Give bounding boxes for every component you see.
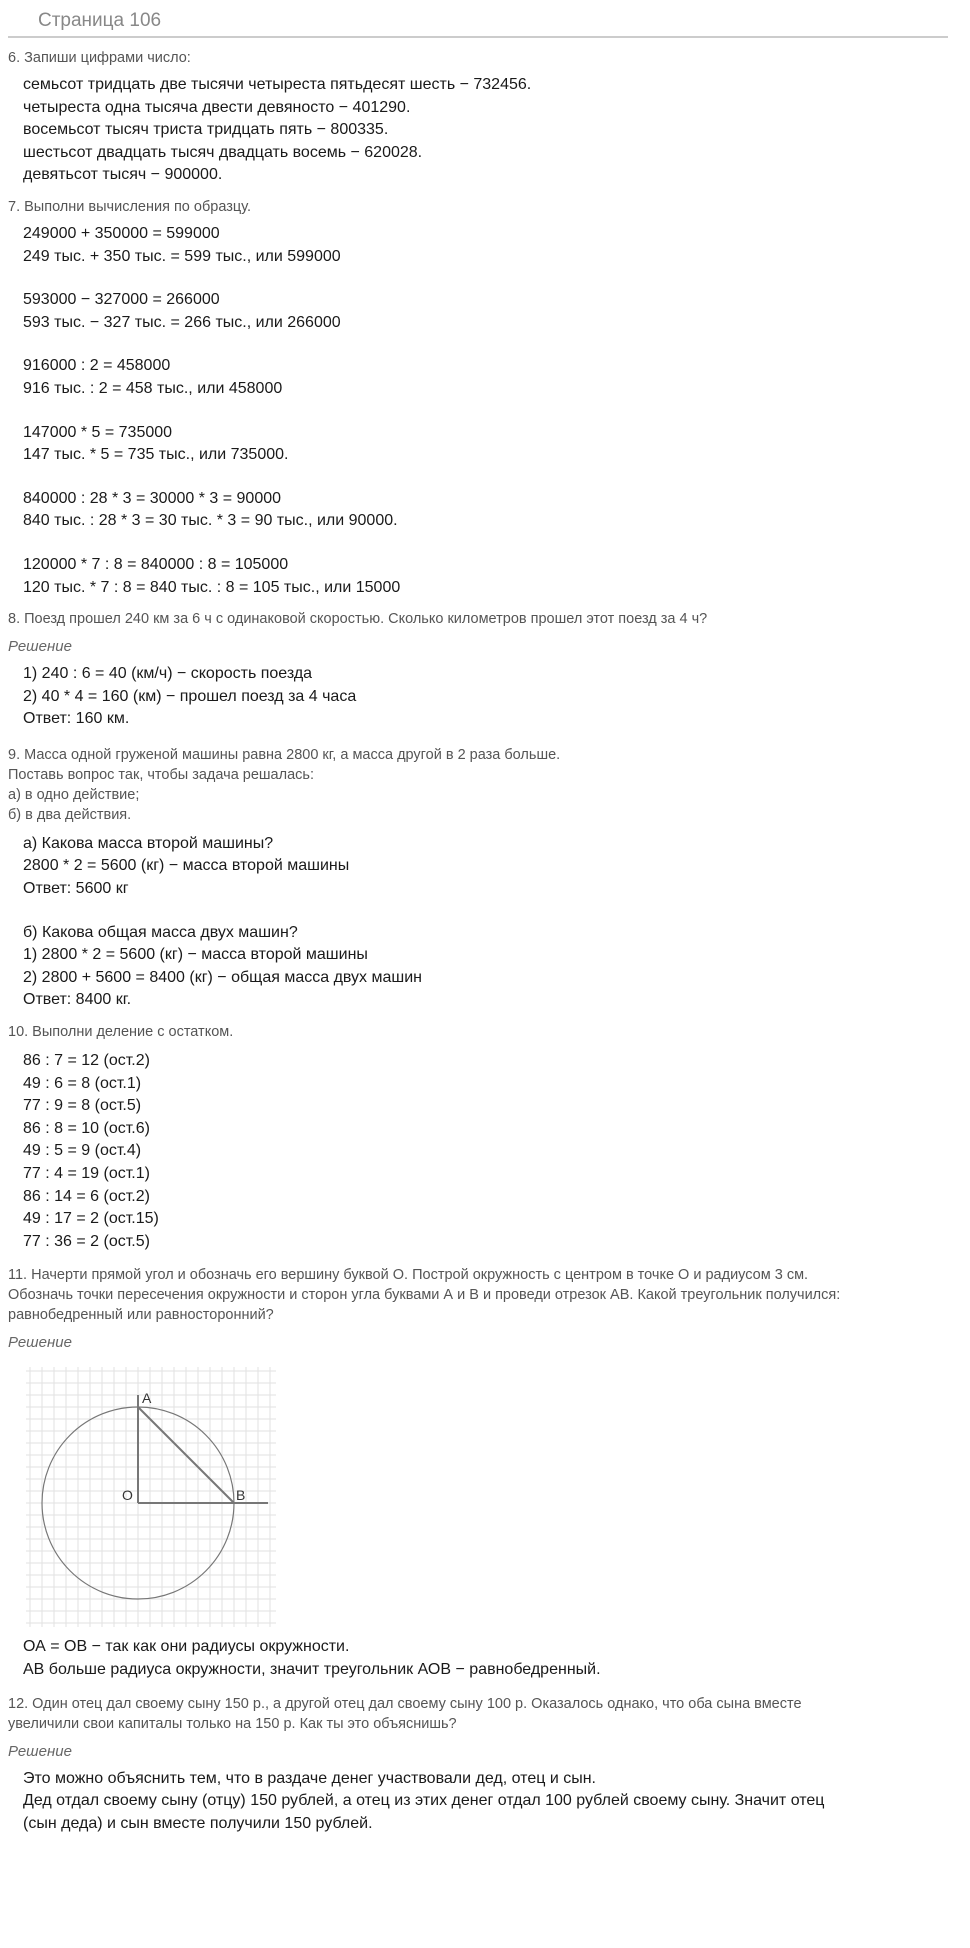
task-9 — [8, 745, 958, 1012]
task-11-title: Обозначь точки пересечения окружности и сторон угла буквами А и В и проведи отрезок АВ. Какой треугольник получился: — [8, 1287, 841, 1304]
calc-line: 593000 − 327000 = 266000 — [23, 291, 220, 309]
calc-line: 249 тыс. + 350 тыс. = 599 тыс., или 599000 — [23, 247, 341, 265]
label-o: О — [122, 1487, 133, 1504]
division-line: 49 : 5 = 9 (ост.4) — [23, 1142, 142, 1160]
task-8-title: 8. Поезд прошел 240 км за 6 ч с одинаковой скоростью. Сколько километров прошел этот поезд за 4 ч? — [8, 611, 708, 628]
solution-line: Ответ: 160 км. — [23, 710, 130, 728]
task-12-answers — [23, 1768, 958, 1836]
task-10 — [8, 1022, 958, 1253]
task-9-title: б) в два действия. — [8, 806, 132, 823]
calc-line: 916000 : 2 = 458000 — [23, 357, 171, 375]
solution-line: 1) 2800 * 2 = 5600 (кг) − масса второй машины — [23, 946, 368, 964]
task-12-title: увеличили свои капиталы только на 150 р. Как ты это объяснишь? — [8, 1715, 457, 1732]
task-6-title: 6. Запиши цифрами число: — [8, 50, 191, 66]
answer-line: восемьсот тысяч триста тридцать пять − 800335. — [23, 121, 389, 139]
task-7 — [8, 197, 958, 599]
solution-line: 1) 240 : 6 = 40 (км/ч) − скорость поезда — [23, 665, 313, 683]
task-9-title: 9. Масса одной груженой машины равна 2800 кг, а масса другой в 2 раза больше. — [8, 746, 561, 763]
solution-label: Решение — [8, 1334, 72, 1352]
calc-line: 120000 * 7 : 8 = 840000 : 8 = 105000 — [23, 555, 289, 573]
task-9-title: а) в одно действие; — [8, 786, 140, 803]
page-header — [8, 0, 948, 38]
answer-line: шестьсот двадцать тысяч двадцать восемь − 620028. — [23, 143, 423, 161]
task-8 — [8, 609, 958, 731]
task-11 — [8, 1265, 958, 1681]
solution-line: Дед отдал своему сыну (отцу) 150 рублей, а отец из этих денег отдал 100 рублей своему сыну. Значит отец — [23, 1792, 825, 1810]
solution-line: 2800 * 2 = 5600 (кг) − масса второй машины — [23, 857, 350, 875]
task-10-title: 10. Выполни деление с остатком. — [8, 1024, 234, 1041]
task-8-answers — [23, 663, 958, 731]
division-line: 77 : 9 = 8 (ост.5) — [23, 1097, 142, 1115]
division-line: 86 : 7 = 12 (ост.2) — [23, 1052, 150, 1070]
solution-line: ОА = ОВ − так как они радиусы окружности. — [23, 1638, 350, 1656]
solution-line: б) Какова общая масса двух машин? — [23, 923, 298, 941]
calc-line: 840000 : 28 * 3 = 30000 * 3 = 90000 — [23, 489, 282, 507]
division-line: 77 : 36 = 2 (ост.5) — [23, 1232, 150, 1250]
label-b: В — [236, 1487, 246, 1504]
answer-line: семьсот тридцать две тысячи четыреста пятьдесят шесть − 732456. — [23, 76, 532, 93]
solution-line: 2) 2800 + 5600 = 8400 (кг) − общая масса двух машин — [23, 968, 423, 986]
calc-line: 916 тыс. : 2 = 458 тыс., или 458000 — [23, 379, 283, 397]
calc-line: 147000 * 5 = 735000 — [23, 423, 173, 441]
division-line: 86 : 14 = 6 (ост.2) — [23, 1187, 150, 1205]
task-6-answers — [23, 74, 958, 187]
solution-line: Ответ: 8400 кг. — [23, 991, 132, 1009]
geometry-figure — [26, 1367, 276, 1627]
task-6 — [8, 48, 958, 187]
division-line: 49 : 6 = 8 (ост.1) — [23, 1074, 142, 1092]
solution-line: Ответ: 5600 кг — [23, 880, 129, 898]
task-10-answers — [23, 1050, 958, 1253]
label-a: А — [142, 1390, 152, 1407]
task-11-title: равнобедренный или равносторонний? — [8, 1307, 274, 1324]
task-12-title: 12. Один отец дал своему сыну 150 р., а другой отец дал своему сыну 100 р. Оказалось однако, что оба сына вместе — [8, 1695, 802, 1712]
solution-line: а) Какова масса второй машины? — [23, 834, 274, 852]
page-title: Страница 106 — [38, 10, 162, 31]
solution-line: АВ больше радиуса окружности, значит треугольник АОВ − равнобедренный. — [23, 1660, 601, 1678]
calc-line: 840 тыс. : 28 * 3 = 30 тыс. * 3 = 90 тыс., или 90000. — [23, 512, 398, 530]
task-12 — [8, 1694, 958, 1836]
answer-line: девятьсот тысяч − 900000. — [23, 166, 223, 184]
solution-label: Решение — [8, 638, 72, 656]
task-9-title: Поставь вопрос так, чтобы задача решалась: — [8, 766, 314, 783]
solution-label: Решение — [8, 1742, 72, 1760]
calc-line: 249000 + 350000 = 599000 — [23, 224, 220, 242]
division-line: 86 : 8 = 10 (ост.6) — [23, 1119, 150, 1137]
division-line: 49 : 17 = 2 (ост.15) — [23, 1210, 159, 1228]
task-7-answers — [23, 223, 958, 599]
solution-line: Это можно объяснить тем, что в раздаче денег участвовали дед, отец и сын. — [23, 1769, 596, 1787]
task-11-answers — [23, 1636, 958, 1681]
solution-line: 2) 40 * 4 = 160 (км) − прошел поезд за 4 часа — [23, 687, 357, 705]
division-line: 77 : 4 = 19 (ост.1) — [23, 1165, 150, 1182]
task-9-answers — [23, 833, 958, 1012]
calc-line: 593 тыс. − 327 тыс. = 266 тыс., или 266000 — [23, 313, 341, 331]
task-7-title: 7. Выполни вычисления по образцу. — [8, 198, 252, 215]
calc-line: 147 тыс. * 5 = 735 тыс., или 735000. — [23, 446, 289, 464]
answer-line: четыреста одна тысяча двести девяносто − 401290. — [23, 98, 411, 116]
calc-line: 120 тыс. * 7 : 8 = 840 тыс. : 8 = 105 тыс., или 15000 — [23, 578, 401, 596]
solution-line: (сын деда) и сын вместе получили 150 рублей. — [23, 1814, 373, 1832]
task-11-title: 11. Начерти прямой угол и обозначь его вершину буквой О. Построй окружность с центром в точке О и радиусом 3 см. — [8, 1267, 809, 1284]
